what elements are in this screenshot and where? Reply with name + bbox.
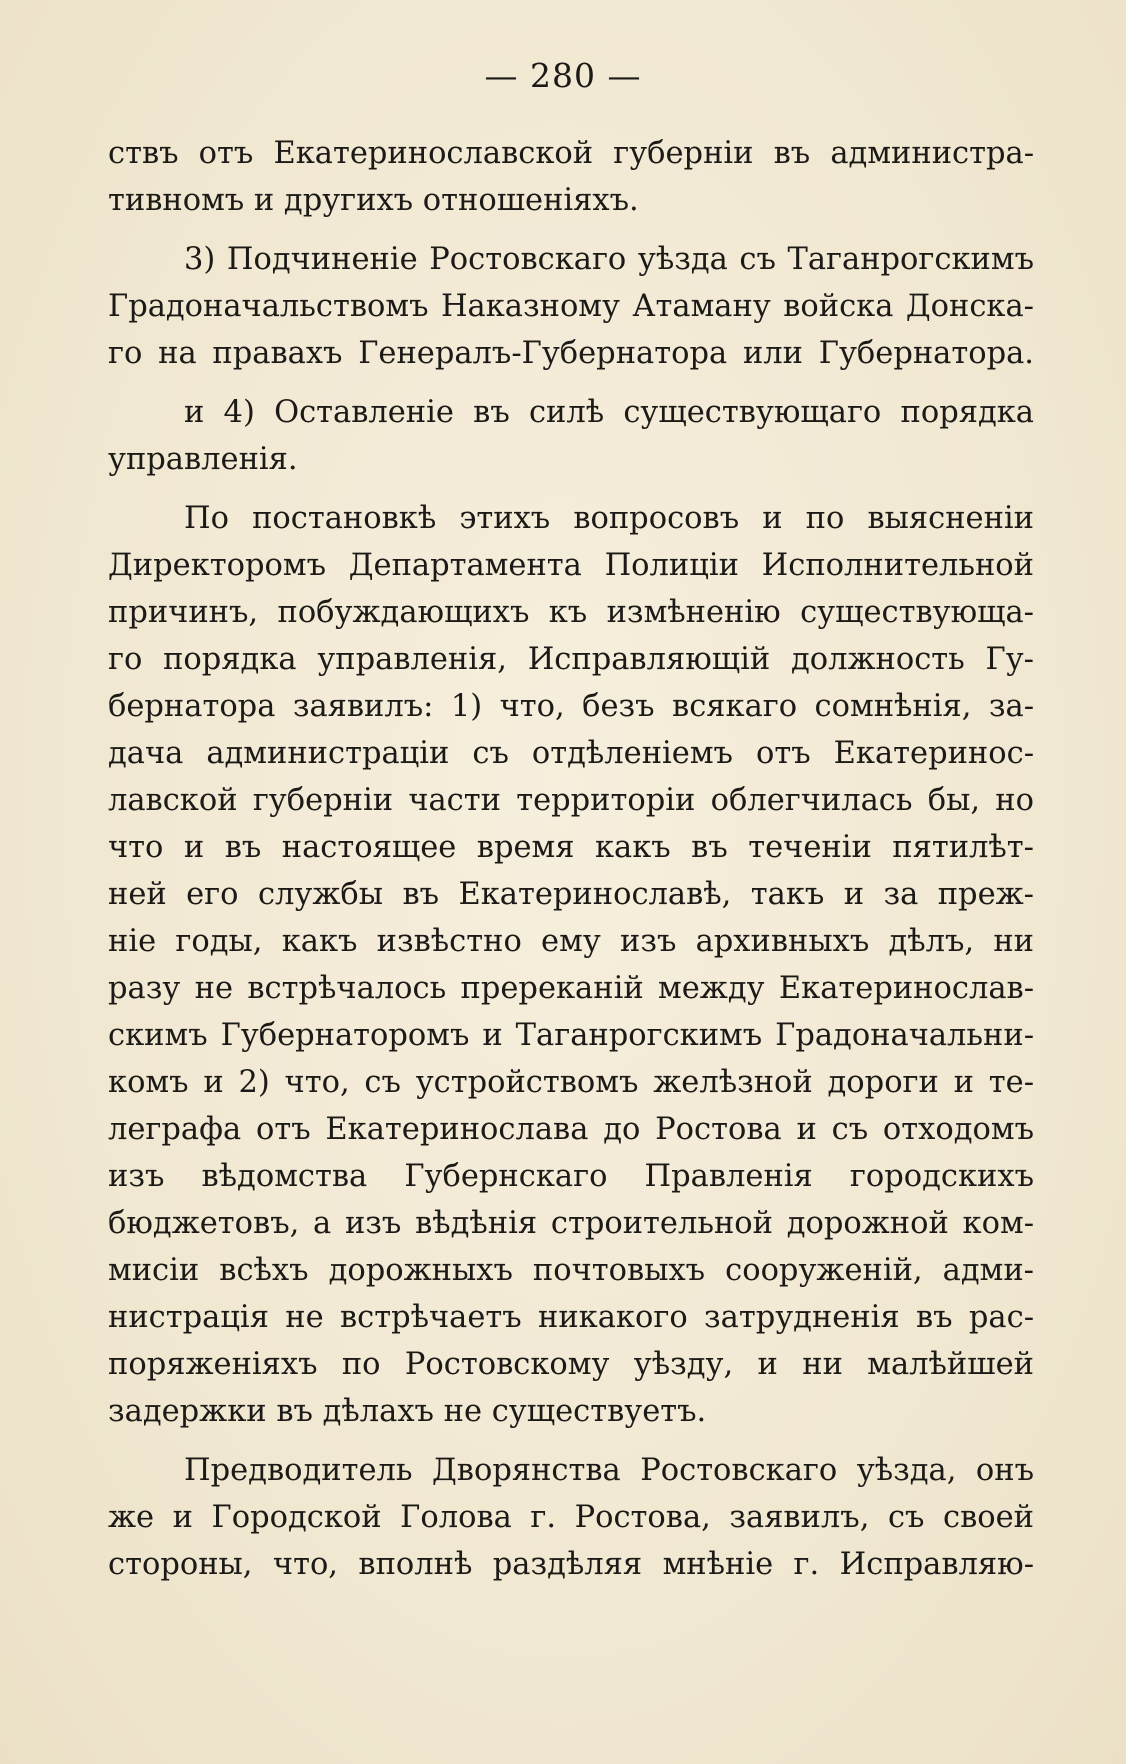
text-line: ствъ отъ Екатеринославской губерніи въ администра- xyxy=(108,136,1034,171)
text-line: управленія. xyxy=(108,442,298,477)
text-line: изъ вѣдомства Губернскаго Правленія городскихъ xyxy=(108,1159,1034,1194)
text-line: и 4) Оставленіе въ силѣ существующаго порядка xyxy=(184,395,1034,430)
text-line: тивномъ и другихъ отношеніяхъ. xyxy=(108,183,639,218)
text-line: ней его службы въ Екатеринославѣ, такъ и за преж- xyxy=(108,877,1034,912)
text-line: Предводитель Дворянства Ростовскаго уѣзда, онъ xyxy=(184,1453,1034,1488)
text-line: Градоначальствомъ Наказному Атаману войска Донска- xyxy=(108,289,1034,324)
text-line: бернатора заявилъ: 1) что, безъ всякаго сомнѣнія, за- xyxy=(108,689,1034,724)
text-line: же и Городской Голова г. Ростова, заявилъ, съ своей xyxy=(108,1500,1034,1535)
text-line: бюджетовъ, а изъ вѣдѣнія строительной дорожной ком- xyxy=(108,1206,1034,1241)
text-line: разу не встрѣчалось пререканій между Екатеринослав- xyxy=(108,971,1034,1006)
text-line: комъ и 2) что, съ устройствомъ желѣзной дороги и те- xyxy=(108,1065,1034,1100)
text-line: ніе годы, какъ извѣстно ему изъ архивныхъ дѣлъ, ни xyxy=(108,924,1034,959)
text-line: го порядка управленія, Исправляющій должность Гу- xyxy=(108,642,1034,677)
text-line: нистрація не встрѣчаетъ никакого затрудненія въ рас- xyxy=(108,1300,1034,1335)
text-line: дача администраціи съ отдѣленіемъ отъ Екатеринос- xyxy=(108,736,1034,771)
text-line: По постановкѣ этихъ вопросовъ и по выясненіи xyxy=(184,501,1034,536)
page-number: — 280 — xyxy=(484,56,642,95)
text-line: задержки въ дѣлахъ не существуетъ. xyxy=(108,1394,707,1429)
text-line: 3) Подчиненіе Ростовскаго уѣзда съ Таганрогскимъ xyxy=(184,242,1034,277)
text-line: стороны, что, вполнѣ раздѣляя мнѣніе г. Исправляю- xyxy=(108,1547,1034,1582)
text-line: поряженіяхъ по Ростовскому уѣзду, и ни малѣйшей xyxy=(108,1347,1034,1382)
text-line: го на правахъ Генералъ-Губернатора или Губернатора. xyxy=(108,336,1034,371)
text-line: что и въ настоящее время какъ въ теченіи пятилѣт- xyxy=(108,830,1034,865)
text-line: Директоромъ Департамента Полиціи Исполнительной xyxy=(108,548,1034,583)
text-line: лавской губерніи части территоріи облегчилась бы, но xyxy=(108,783,1034,818)
text-line: мисіи всѣхъ дорожныхъ почтовыхъ сооруженій, адми- xyxy=(108,1253,1034,1288)
text-line: скимъ Губернаторомъ и Таганрогскимъ Градоначальни- xyxy=(108,1018,1034,1053)
text-line: леграфа отъ Екатеринослава до Ростова и съ отходомъ xyxy=(108,1112,1034,1147)
text-line: причинъ, побуждающихъ къ измѣненію существующа- xyxy=(108,595,1034,630)
body-text xyxy=(108,130,1034,1588)
